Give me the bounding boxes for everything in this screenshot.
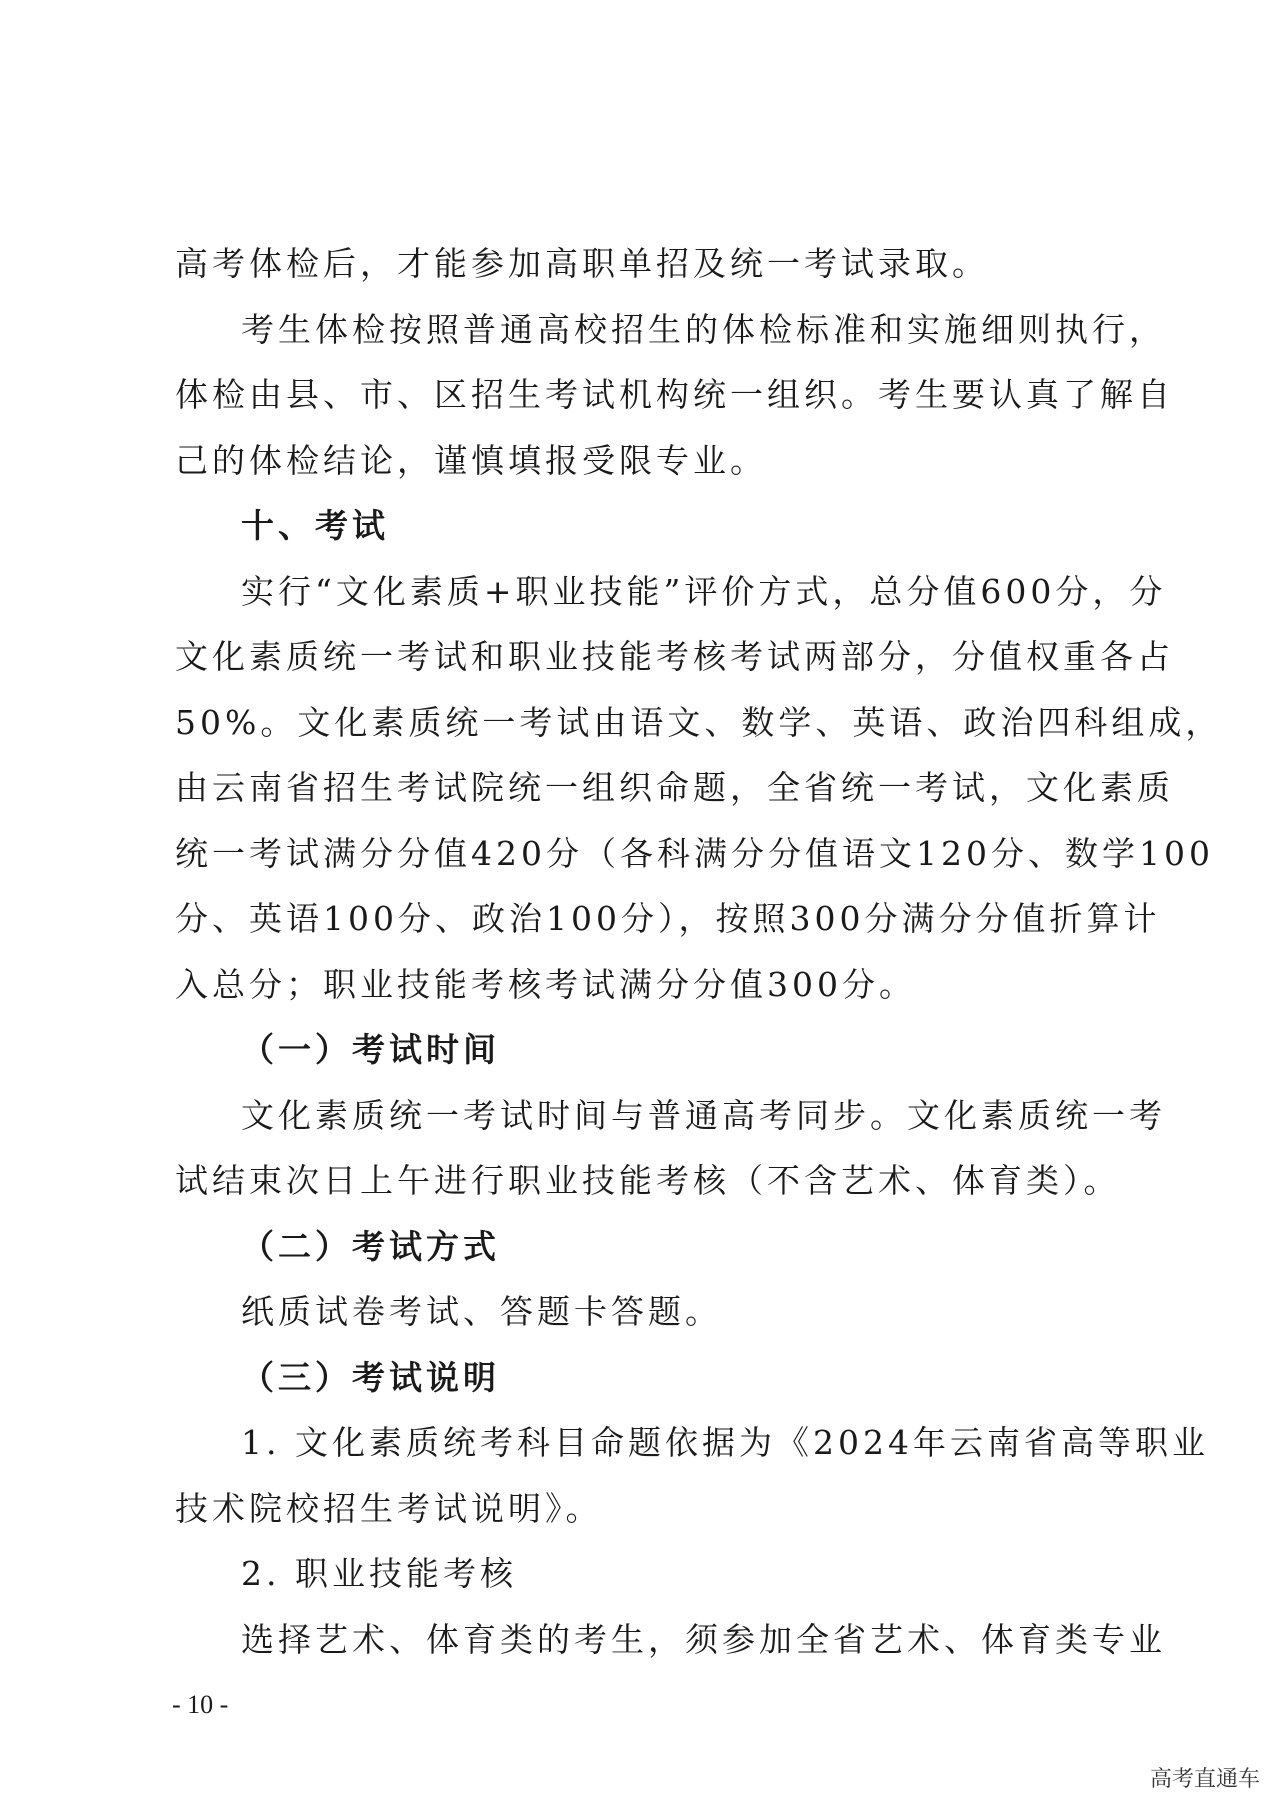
text-line: 文化素质统一考试和职业技能考核考试两部分，分值权重各占 xyxy=(175,637,1174,676)
subsection-heading: （三）考试说明 xyxy=(241,1357,500,1397)
document-body xyxy=(175,231,1223,1672)
text-line: 高考体检后，才能参加高职单招及统一考试录取。 xyxy=(175,244,989,283)
text-line: 体检由县、市、区招生考试机构统一组织。考生要认真了解自 xyxy=(175,375,1174,414)
text-line: 统一考试满分分值420分（各科满分分值语文120分、数学100 xyxy=(175,833,1214,873)
text-line: 己的体检结论，谨慎填报受限专业。 xyxy=(175,440,767,480)
text-line: 纸质试卷考试、答题卡答题。 xyxy=(241,1292,722,1331)
text-line: 考生体检按照普通高校招生的体检标准和实施细则执行， xyxy=(241,309,1166,349)
page-number: - 10 - xyxy=(172,1690,229,1719)
text-line: 1. 文化素质统考科目命题依据为《2024年云南省高等职业 xyxy=(241,1423,1209,1462)
text-line: 由云南省招生考试院统一组织命题，全省统一考试，文化素质 xyxy=(175,768,1174,807)
text-line: 技术院校招生考试说明》。 xyxy=(175,1488,603,1528)
subsection-heading: （二）考试方式 xyxy=(241,1226,500,1266)
subsection-heading: （一）考试时间 xyxy=(241,1030,500,1069)
text-line: 文化素质统一考试时间与普通高考同步。文化素质统一考 xyxy=(241,1095,1166,1135)
text-line: 实行“文化素质+职业技能”评价方式，总分值600分，分 xyxy=(241,571,1167,611)
text-line: 分、英语100分、政治100分），按照300分满分分值折算计 xyxy=(175,899,1161,938)
text-line: 入总分；职业技能考核考试满分分值300分。 xyxy=(175,964,916,1004)
text-line: 选择艺术、体育类的考生，须参加全省艺术、体育类专业 xyxy=(241,1619,1166,1659)
watermark: 高考直通车 xyxy=(1149,1767,1260,1792)
text-line: 50%。文化素质统一考试由语文、数学、英语、政治四科组成， xyxy=(175,702,1223,742)
section-heading: 十、考试 xyxy=(241,506,389,545)
text-line: 试结束次日上午进行职业技能考核（不含艺术、体育类）。 xyxy=(175,1161,1121,1200)
list-item-heading: 2. 职业技能考核 xyxy=(241,1554,517,1593)
